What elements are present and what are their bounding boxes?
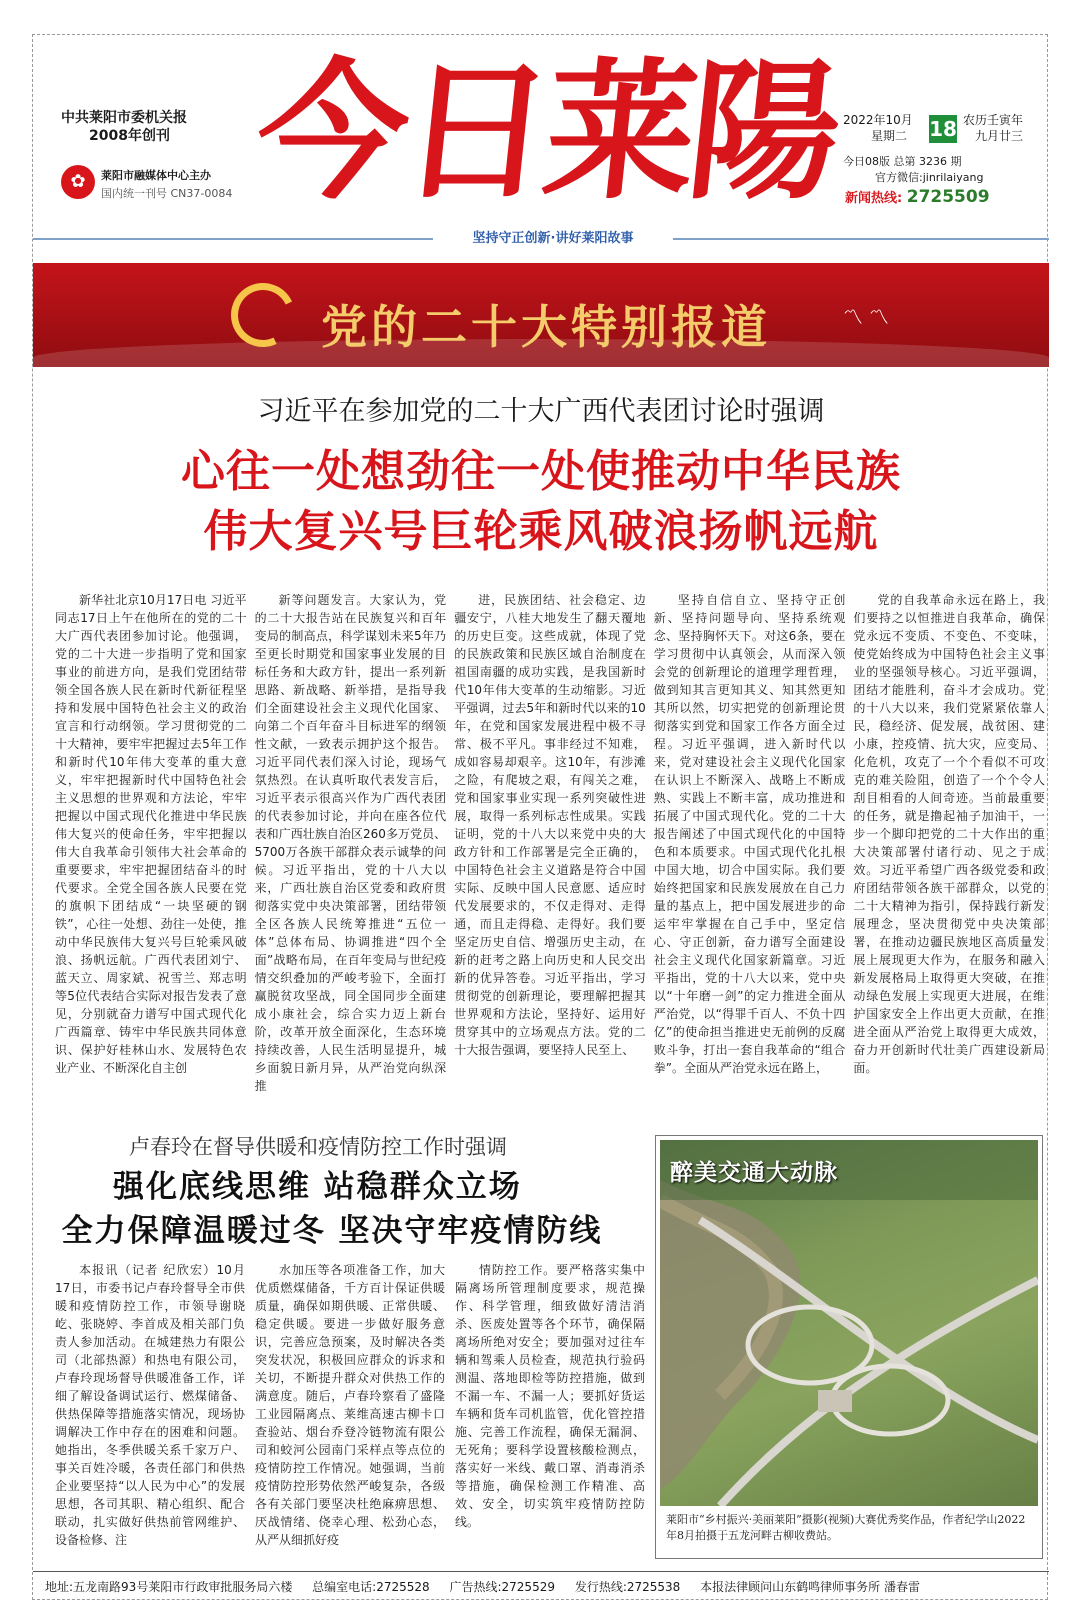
footer-ad-phone: 广告热线:2725529	[449, 1580, 555, 1594]
media-center-logo-icon: ✿	[61, 165, 95, 199]
second-column: 情防控工作。要严格落实集中隔离场所管理制度要求，规范操作、科学管理，细致做好清洁消杀、医废处置等各个环节，确保隔离场所绝对安全；要加强对过往车辆和驾乘人员检查，规范执行验码测温、落地即检等防控措施，做到不漏一车、不漏一人；要抓好货运车辆和货车司机监管，优化管控措施、完善工作流程，确保无漏洞、无死角；要科学设置核酸检测点，落实好一米线、戴口罩、消毒消杀等措施，确保检测工作精准、高效、安全，切实筑牢疫情防控防线。	[455, 1263, 645, 1529]
lead-column: 坚持自信自立、坚持守正创新、坚持问题导向、坚持系统观念、坚持胸怀天下。对这6条，要在学习贯彻中认真领会，从而深入领会党的创新理论的道理学理哲理，做到知其言更知其义、知其然更知其所以然，切实把党的创新理论贯彻落实到党和国家工作各方面全过程。习近平强调，进入新时代以来，党对建设社会主义现代化国家在认识上不断深入、战略上不断成熟、实践上不断丰富，成功推进和拓展了中国式现代化。党的二十大报告阐述了中国式现代化的中国特色和本质要求。中国式现代化扎根中国大地，切合中国实际。我们要始终把国家和民族发展放在自己力量的基点上，把中国发展进步的命运牢牢掌握在自己手中，坚定信心、守正创新，奋力谱写全面建设社会主义现代化国家新篇章。习近平指出，党的十八大以来，党中央以“十年磨一剑”的定力推进全面从严治党，以“得罪千百人、不负十四亿”的使命担当推进史无前例的反腐败斗争，打出一套自我革命的“组合拳”。全面从严治党永远在路上，	[653, 593, 846, 1075]
hotline-number: 2725509	[906, 187, 990, 207]
lead-headline-line-1: 心往一处想劲往一处使推动中华民族	[181, 446, 901, 497]
date-day-badge: 18	[929, 117, 957, 141]
second-headline-line-1: 强化底线思维 站稳群众立场	[113, 1169, 522, 1205]
lunar-year: 农历壬寅年	[963, 113, 1024, 127]
second-column: 本报讯（记者 纪欣宏）10月17日，市委书记卢春玲督导全市供暖和疫情防控工作，市领导谢晓屹、张晓婷、李首成及相关部门负责人参加活动。在城建热力有限公司（北部热源）和热电有限公司，卢春玲现场督导供暖准备工作，详细了解设备调试运行、燃煤储备、供热保障等措施落实情况，现场协调解决工作中存在的困难和问题。她指出，冬季供暖关系千家万户、事关百姓冷暖，各责任部门和供热企业要坚持“以人民为中心”的发展思想，各司其职、精心组织、配合联动，扎实做好供热前管网维护、设备检修、注	[55, 1263, 245, 1547]
masthead	[33, 35, 1049, 247]
photo-title: 醉美交通大动脉	[670, 1160, 838, 1186]
footer-address: 地址:五龙南路93号莱阳市行政审批服务局六楼	[45, 1580, 293, 1594]
lead-column: 进，民族团结、社会稳定、边疆安宁，八桂大地发生了翻天覆地的历史巨变。这些成就，体现了党的民族政策和民族区域自治制度在祖国南疆的成功实践，是我国新时代10年伟大变革的生动缩影。习近平强调，过去5年和新时代以来的10年，在党和国家发展进程中极不寻常、极不平凡。事非经过不知难，成如容易却艰辛。这10年，有涉滩之险，有爬坡之艰，有闯关之难，党和国家事业实现一系列突破性进展，取得一系列标志性成果。实践证明，党的十八大以来党中央的大政方针和工作部署是完全正确的，中国特色社会主义道路是符合中国实际、反映中国人民意愿、适应时代发展要求的，不仅走得对、走得通，而且走得稳、走得好。我们要坚定历史自信、增强历史主动，在新的赶考之路上向历史和人民交出新的优异答卷。习近平指出，学习贯彻党的创新理论，要理解把握其世界观和方法论，坚持好、运用好贯穿其中的立场观点方法。党的二十大报告强调，要坚持人民至上、	[454, 593, 646, 1057]
hotline-label: 新闻热线:	[845, 191, 903, 206]
cn-code: 国内统一刊号 CN37-0084	[101, 187, 233, 200]
footer	[33, 1571, 1049, 1601]
lead-column: 新华社北京10月17日电 习近平同志17日上午在他所在的党的二十大广西代表团参加讨论。他强调，党的二十大进一步指明了党和国家事业的前进方向，是我们党团结带领全国各族人民在新时代新征程坚持和发展中国特色社会主义的政治宣言和行动纲领。学习贯彻党的二十大精神，要牢牢把握过去5年工作和新时代10年伟大变革的重大意义，牢牢把握新时代中国特色社会主义思想的世界观和方法论，牢牢把握以中国式现代化推进中华民族伟大复兴的使命任务，牢牢把握以伟大自我革命引领伟大社会革命的重要要求，牢牢把握团结奋斗的时代要求。全党全国各族人民要在党的旗帜下团结成“一块坚硬的钢铁”，心往一处想、劲往一处使，推动中华民族伟大复兴号巨轮乘风破浪、扬帆远航。广西代表团刘宁、蓝天立、周家斌、祝雪兰、郑志明等5位代表结合实际对报告发表了意见，分别就奋力谱写中国式现代化广西篇章、铸牢中华民族共同体意识、保护好桂林山水、发展特色农业产业、不断深化自主创	[55, 593, 247, 1075]
lead-kicker: 习近平在参加党的二十大广西代表团讨论时强调	[257, 396, 825, 427]
slogan-divider-right	[673, 238, 1049, 240]
doves-icon: 〽〽	[843, 305, 895, 329]
date-box	[843, 111, 1043, 151]
aerial-highway-photo	[660, 1140, 1038, 1506]
special-report-banner	[33, 263, 1049, 367]
date-month: 2022年10月	[843, 113, 913, 127]
photo-caption: 莱阳市“乡村振兴·美丽莱阳”摄影(视频)大赛优秀奖作品，作者纪学山2022年8月拍摄于五龙河畔古柳收费站。	[666, 1513, 1026, 1542]
second-headline-line-2: 全力保障温暖过冬 坚决守牢疫情防线	[61, 1213, 603, 1249]
masthead-left	[61, 109, 281, 200]
host-line: 莱阳市融媒体中心主办	[101, 169, 211, 182]
footer-distribution-phone: 发行热线:2725538	[574, 1580, 681, 1594]
newspaper-page	[32, 34, 1048, 1600]
highway-interchange-illustration	[660, 1140, 1038, 1506]
second-kicker: 卢春玲在督导供暖和疫情防控工作时强调	[129, 1135, 507, 1159]
org-line: 中共莱阳市委机关报	[61, 110, 187, 126]
lead-article-body	[55, 591, 1045, 1139]
second-column: 水加压等各项准备工作，加大优质燃煤储备，千方百计保证供暖质量，确保如期供暖、正常供暖、稳定供暖。要进一步做好服务意识，完善应急预案，及时解决各类突发状况，积极回应群众的诉求和关切，不断提升群众对供热工作的满意度。随后，卢春玲察看了盛隆工业园隔离点、莱维高速古柳卡口查验站、烟台乔登冷链物流有限公司和蛟河公园南门采样点等点位的疫情防控工作情况。她强调，当前疫情防控形势依然严峻复杂，各级各有关部门要坚决杜绝麻痹思想、厌战情绪、侥幸心理、松劲心态，从严从细抓好疫	[255, 1263, 445, 1547]
lead-column: 党的自我革命永远在路上，我们要持之以恒推进自我革命，确保党永远不变质、不变色、不变味，使党始终成为中国特色社会主义事业的坚强领导核心。习近平强调，团结才能胜利，奋斗才会成功。党的十八大以来，我们党紧紧依靠人民，稳经济、促发展，战贫困、建小康，控疫情、抗大灾，应变局、化危机，攻克了一个个看似不可攻克的难关险阻，创造了一个个令人刮目相看的人间奇迹。当前最重要的任务，就是撸起袖子加油干，一步一个脚印把党的二十大作出的重大决策部署付诸行动、见之于成效。习近平希望广西各级党委和政府团结带领各族干部群众，以党的二十大精神为指引，保持践行新发展理念，坚决贯彻党中央决策部署，在推动边疆民族地区高质量发展上展现更大作为，在服务和融入新发展格局上取得更大突破，在推动绿色发展上实现更大进展，在维护国家安全上作出更大贡献，在推进全面从严治党上取得更大成效，奋力开创新时代壮美广西建设新局面。	[853, 593, 1045, 1075]
news-hotline	[845, 187, 990, 207]
slogan-bar	[33, 231, 1049, 247]
wechat-account: 官方微信:jinrilaiyang	[875, 171, 984, 184]
featured-photo	[655, 1135, 1043, 1559]
footer-legal-counsel: 本报法律顾问山东鹤鸣律师事务所 潘春雷	[700, 1580, 920, 1594]
date-weekday: 星期二	[871, 129, 908, 143]
second-article-body	[55, 1261, 645, 1553]
slogan-divider-left	[33, 238, 433, 240]
newspaper-logo: 今日莱陽	[248, 44, 844, 220]
issue-number: 今日08版 总第 3236 期	[843, 155, 962, 168]
founded-line: 2008年创刊	[89, 128, 170, 144]
lead-headline-line-2: 伟大复兴号巨轮乘风破浪扬帆远航	[203, 506, 879, 557]
lead-column: 新等问题发言。大家认为，党的二十大报告站在民族复兴和百年变局的制高点，科学谋划未来5年乃至更长时期党和国家事业发展的目标任务和大政方针，提出一系列新思路、新战略、新举措，是指导我们全面建设社会主义现代化国家、向第二个百年奋斗目标进军的纲领性文献，一致表示拥护这个报告。习近平同代表们深入讨论，现场气氛热烈。在认真听取代表发言后，习近平表示很高兴作为广西代表团的代表参加讨论，并向在座各位代表和广西壮族自治区260多万党员、5700万各族干部群众表示诚挚的问候。习近平指出，党的十八大以来，广西壮族自治区党委和政府贯彻落实党中央决策部署，团结带领全区各族人民统筹推进“五位一体”总体布局、协调推进“四个全面”战略布局，在百年变局与世纪疫情交织叠加的严峻考验下，全面打赢脱贫攻坚战，同全国同步全面建成小康社会，综合实力迈上新台阶，改革开放全面深化，生态环境持续改善，人民生活明显提升，城乡面貌日新月异，从严治党向纵深推	[254, 593, 447, 1093]
footer-editor-phone: 总编室电话:2725528	[312, 1580, 430, 1594]
banner-title: 党的二十大特别报道	[321, 300, 771, 354]
slogan: 坚持守正创新·讲好莱阳故事	[433, 231, 673, 247]
lunar-day: 九月廿三	[975, 129, 1024, 143]
